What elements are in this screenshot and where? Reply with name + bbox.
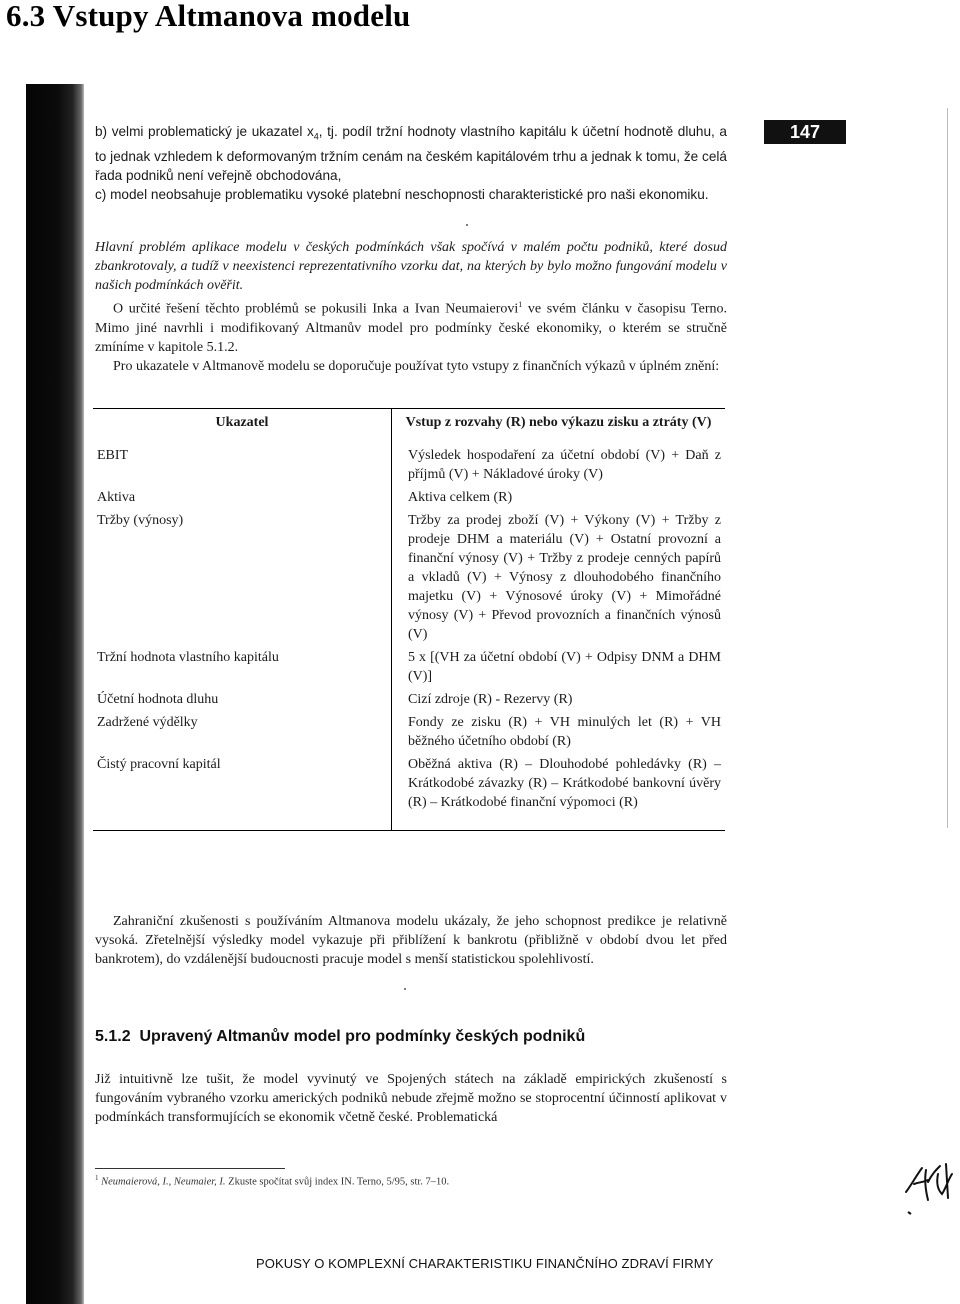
book-spine-shadow	[26, 84, 84, 1304]
page-edge-line	[947, 108, 948, 828]
footnote-divider	[95, 1168, 285, 1169]
footnote-authors: Neumaierová, I., Neumaier, I.	[101, 1176, 226, 1188]
input-cell: Aktiva celkem (R)	[408, 490, 513, 505]
input-cell: Cizí zdroje (R) - Rezervy (R)	[408, 692, 573, 707]
scan-speck	[466, 224, 468, 226]
section-number: 5.1.2	[95, 1028, 131, 1045]
section-title-text: Upravený Altmanův model pro podmínky českých podniků	[139, 1028, 586, 1045]
italic-paragraph: Hlavní problém aplikace modelu v českých podmínkách však spočívá v malém počtu podniků, které dosud zbankrotovaly, a tudíž v neexistenci reprezentativního vzorku dat, na kterých by bylo možno fungování modelu v našich podmínkách ověřit.	[95, 240, 727, 293]
section-heading	[95, 1028, 585, 1046]
footnote-text: Zkuste spočítat svůj index IN. Terno, 5/95, str. 7–10.	[228, 1176, 450, 1188]
list-item-b: b) velmi problematický je ukazatel $x_4$, tj. podíl tržní hodnoty vlastního kapitálu k účetní hodnotě dluhu, a to jednak vzhledem k deformovaným tržním cenám na českém kapitálovém trhu a jednak k tomu, že celá řada podniků není veřejně obchodována,	[95, 124, 727, 183]
page-title: 6.3 Vstupy Altmanova modelu	[6, 0, 411, 33]
indicator-cell: EBIT	[93, 444, 392, 486]
main-text-lower	[95, 912, 727, 969]
input-cell: Výsledek hospodaření za účetní období (V) + Daň z příjmů (V) + Nákladové úroky (V)	[408, 448, 721, 482]
list-item-c: c) model neobsahuje problematiku vysoké platební neschopnosti charakteristické pro naši ekonomiku.	[95, 186, 709, 202]
page-footer: POKUSY O KOMPLEXNÍ CHARAKTERISTIKU FINANČNÍHO ZDRAVÍ FIRMY	[256, 1256, 714, 1271]
scan-speck	[404, 988, 406, 990]
experience-paragraph: Zahraniční zkušenosti s používáním Altmanova modelu ukázaly, že jeho schopnost predikce je relativně vysoká. Zřetelnější výsledky model vykazuje při přiblížení k bankrotu (přibližně v období dvou let před bankrotem), do vzdálenější budoucnosti pracuje model s menší statistickou spolehlivostí.	[95, 914, 727, 967]
table-row	[93, 646, 725, 688]
input-cell: Oběžná aktiva (R) – Dlouhodobé pohledávky (R) – Krátkodobé závazky (R) – Krátkodobé bankovní úvěry (R) – Krátkodobé finanční výpomoci (R)	[392, 753, 726, 831]
table-header-row	[93, 409, 725, 445]
indicator-cell: Čistý pracovní kapitál	[93, 753, 392, 831]
page-number-badge: 147	[764, 120, 846, 144]
handwritten-signature	[902, 1158, 958, 1218]
column-header-indicator: Ukazatel	[93, 409, 392, 445]
indicator-cell: Tržní hodnota vlastního kapitálu	[93, 646, 392, 688]
inputs-intro-paragraph: Pro ukazatele v Altmanově modelu se doporučuje používat tyto vstupy z finančních výkazů v úplném znění:	[113, 358, 720, 374]
table-row	[93, 688, 725, 711]
column-header-input: Vstup z rozvahy (R) nebo výkazu zisku a ztráty (V)	[392, 409, 726, 445]
footnote: $^1$ Neumaierová, I., Neumaier, I. Zkuste spočítat svůj index IN. Terno, 5/95, str. 7–10.	[95, 1174, 450, 1188]
main-text-section	[95, 1070, 727, 1127]
indicator-cell: Aktiva	[93, 486, 392, 509]
table-row	[93, 486, 725, 509]
table-row	[93, 444, 725, 486]
table-row	[93, 711, 725, 753]
neumaier-paragraph: O určité řešení těchto problémů se pokusili Inka a Ivan Neumaierovi$^1$ ve svém článku v časopisu Terno. Mimo jiné navrhli i modifikovaný Altmanův model pro podmínky české ekonomiky, o kterém se stručně zmíníme v kapitole 5.1.2.	[95, 300, 727, 355]
table-row	[93, 509, 725, 646]
table-row	[93, 753, 725, 831]
input-cell: Fondy ze zisku (R) + VH minulých let (R) + VH běžného účetního období (R)	[408, 715, 721, 749]
inputs-table	[93, 408, 725, 831]
footnote-reference[interactable]: 1	[518, 300, 523, 309]
main-text-upper	[95, 238, 727, 376]
indicator-cell: Zadržené výdělky	[93, 711, 392, 753]
problem-list	[95, 122, 727, 204]
intuition-paragraph: Již intuitivně lze tušit, že model vyvinutý ve Spojených státech na základě empirických zkušeností s fungováním vybraného vzorku amerických podniků nebude zřejmě možno se stoprocentní účinností aplikovat v podmínkách transformujících se ekonomik včetně české. Problematická	[95, 1072, 727, 1125]
input-cell: Tržby za prodej zboží (V) + Výkony (V) + Tržby z prodeje DHM a materiálu (V) + Ostatní provozní a finanční výnosy (V) + Tržby z prodeje cenných papírů a vkladů (V) + Výnosy z dlouhodobého finančního majetku (V) + Výnosové úroky (V) + Mimořádné výnosy (V) + Převod provozních a finančních výnosů (V)	[408, 513, 721, 642]
indicator-cell: Účetní hodnota dluhu	[93, 688, 392, 711]
indicator-cell: Tržby (výnosy)	[93, 509, 392, 646]
input-cell: 5 x [(VH za účetní období (V) + Odpisy DNM a DHM (V)]	[408, 650, 721, 684]
